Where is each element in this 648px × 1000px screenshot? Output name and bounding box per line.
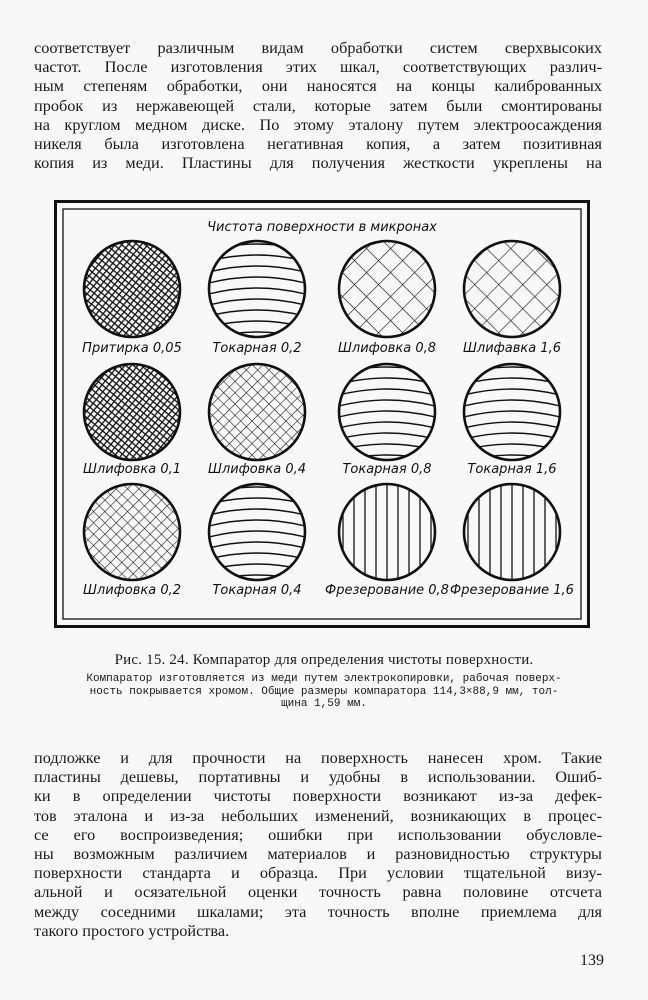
sample-disc [205, 484, 309, 598]
caption-note-line: ность покрывается хромом. Общие размеры компаратора 114,3×88,9 мм, тол- [89, 685, 559, 698]
text-line: никеля была изготовлена негативная копия, а затем позитивная [34, 134, 602, 154]
sample-disc [335, 364, 439, 477]
text-line: копия из меди. Пластины для получения жесткости укреплены на [34, 153, 602, 173]
sample-label: Шлифовка 0,2 [82, 583, 182, 598]
sample-label: Притирка 0,05 [82, 341, 182, 356]
disc-texture [468, 482, 556, 582]
figure-caption-note [60, 673, 588, 711]
text-line: между соседними шкалами; эта точность вполне приемлема для [34, 901, 602, 921]
text-line: ки в определении чистоты поверхности возникают из-за дефек- [34, 786, 602, 806]
text-line: альной и осязательной оценки точность равна половине отсчета [34, 882, 602, 902]
sample-disc [83, 364, 181, 477]
sample-label: Шлифовка 0,4 [207, 462, 307, 477]
sample-label: Фрезерование 0,8 [325, 583, 449, 598]
sample-disc [82, 241, 182, 356]
text-line: соответствует различным видам обработки систем сверхвысоких [34, 38, 602, 57]
sample-label: Токарная 0,4 [212, 583, 302, 598]
text-line: тов эталона и из-за небольших изменений, возникающих в процес- [34, 805, 602, 825]
text-line: пластины дешевы, портативны и удобны в использовании. Ошиб- [34, 767, 602, 787]
text-line: се его воспроизведения; ошибки при использовании обусловле- [34, 824, 602, 844]
text-line: ным степеням обработки, они наносятся на концы калиброванных [34, 76, 602, 96]
text-line: поверхности стандарта и образца. При условии тщательной визу- [34, 863, 602, 883]
sample-label: Токарная 1,6 [467, 462, 557, 477]
text-line: пробок из нержавеющей стали, которые затем были смонтированы [34, 95, 602, 115]
sample-label: Шлифовка 0,1 [82, 462, 182, 477]
sample-disc [338, 241, 436, 356]
caption-note-line: Компаратор изготовляется из меди путем электрокопировки, рабочая поверх- [86, 673, 562, 685]
sample-label: Фрезерование 1,6 [450, 583, 574, 598]
sample-label: Шлифавка 1,6 [462, 341, 562, 356]
figure-title: Чистота поверхности в микронах [207, 220, 437, 235]
page-number: 139 [580, 952, 604, 969]
figure-caption: Рис. 15. 24. Компаратор для определения чистоты поверхности. [114, 652, 534, 668]
caption-note-line: щина 1,59 мм. [281, 698, 367, 710]
sample-disc [83, 484, 181, 598]
sample-disc [208, 364, 306, 477]
sample-label: Токарная 0,2 [212, 341, 302, 356]
sample-disc [450, 482, 574, 598]
bottom-paragraph [34, 748, 602, 940]
sample-label: Шлифовка 0,8 [337, 341, 437, 356]
sample-disc [460, 364, 564, 477]
text-line: подложке и для прочности на поверхность нанесен хром. Такие [34, 748, 602, 767]
disc-texture [343, 482, 431, 582]
text-line: частот. После изготовления этих шкал, соответствующих различ- [34, 57, 602, 77]
sample-disc [325, 482, 449, 598]
sample-disc [463, 241, 561, 356]
text-line: ны возможным различием материалов и разновидностью структуры [34, 844, 602, 864]
comparator-figure [54, 200, 590, 628]
sample-label: Токарная 0,8 [342, 462, 432, 477]
figure-drawing [54, 200, 590, 628]
text-line: на круглом медном диске. По этому эталону путем электроосаждения [34, 114, 602, 134]
text-line: такого простого устройства. [34, 920, 230, 940]
sample-disc [205, 241, 309, 356]
top-paragraph [34, 38, 602, 172]
